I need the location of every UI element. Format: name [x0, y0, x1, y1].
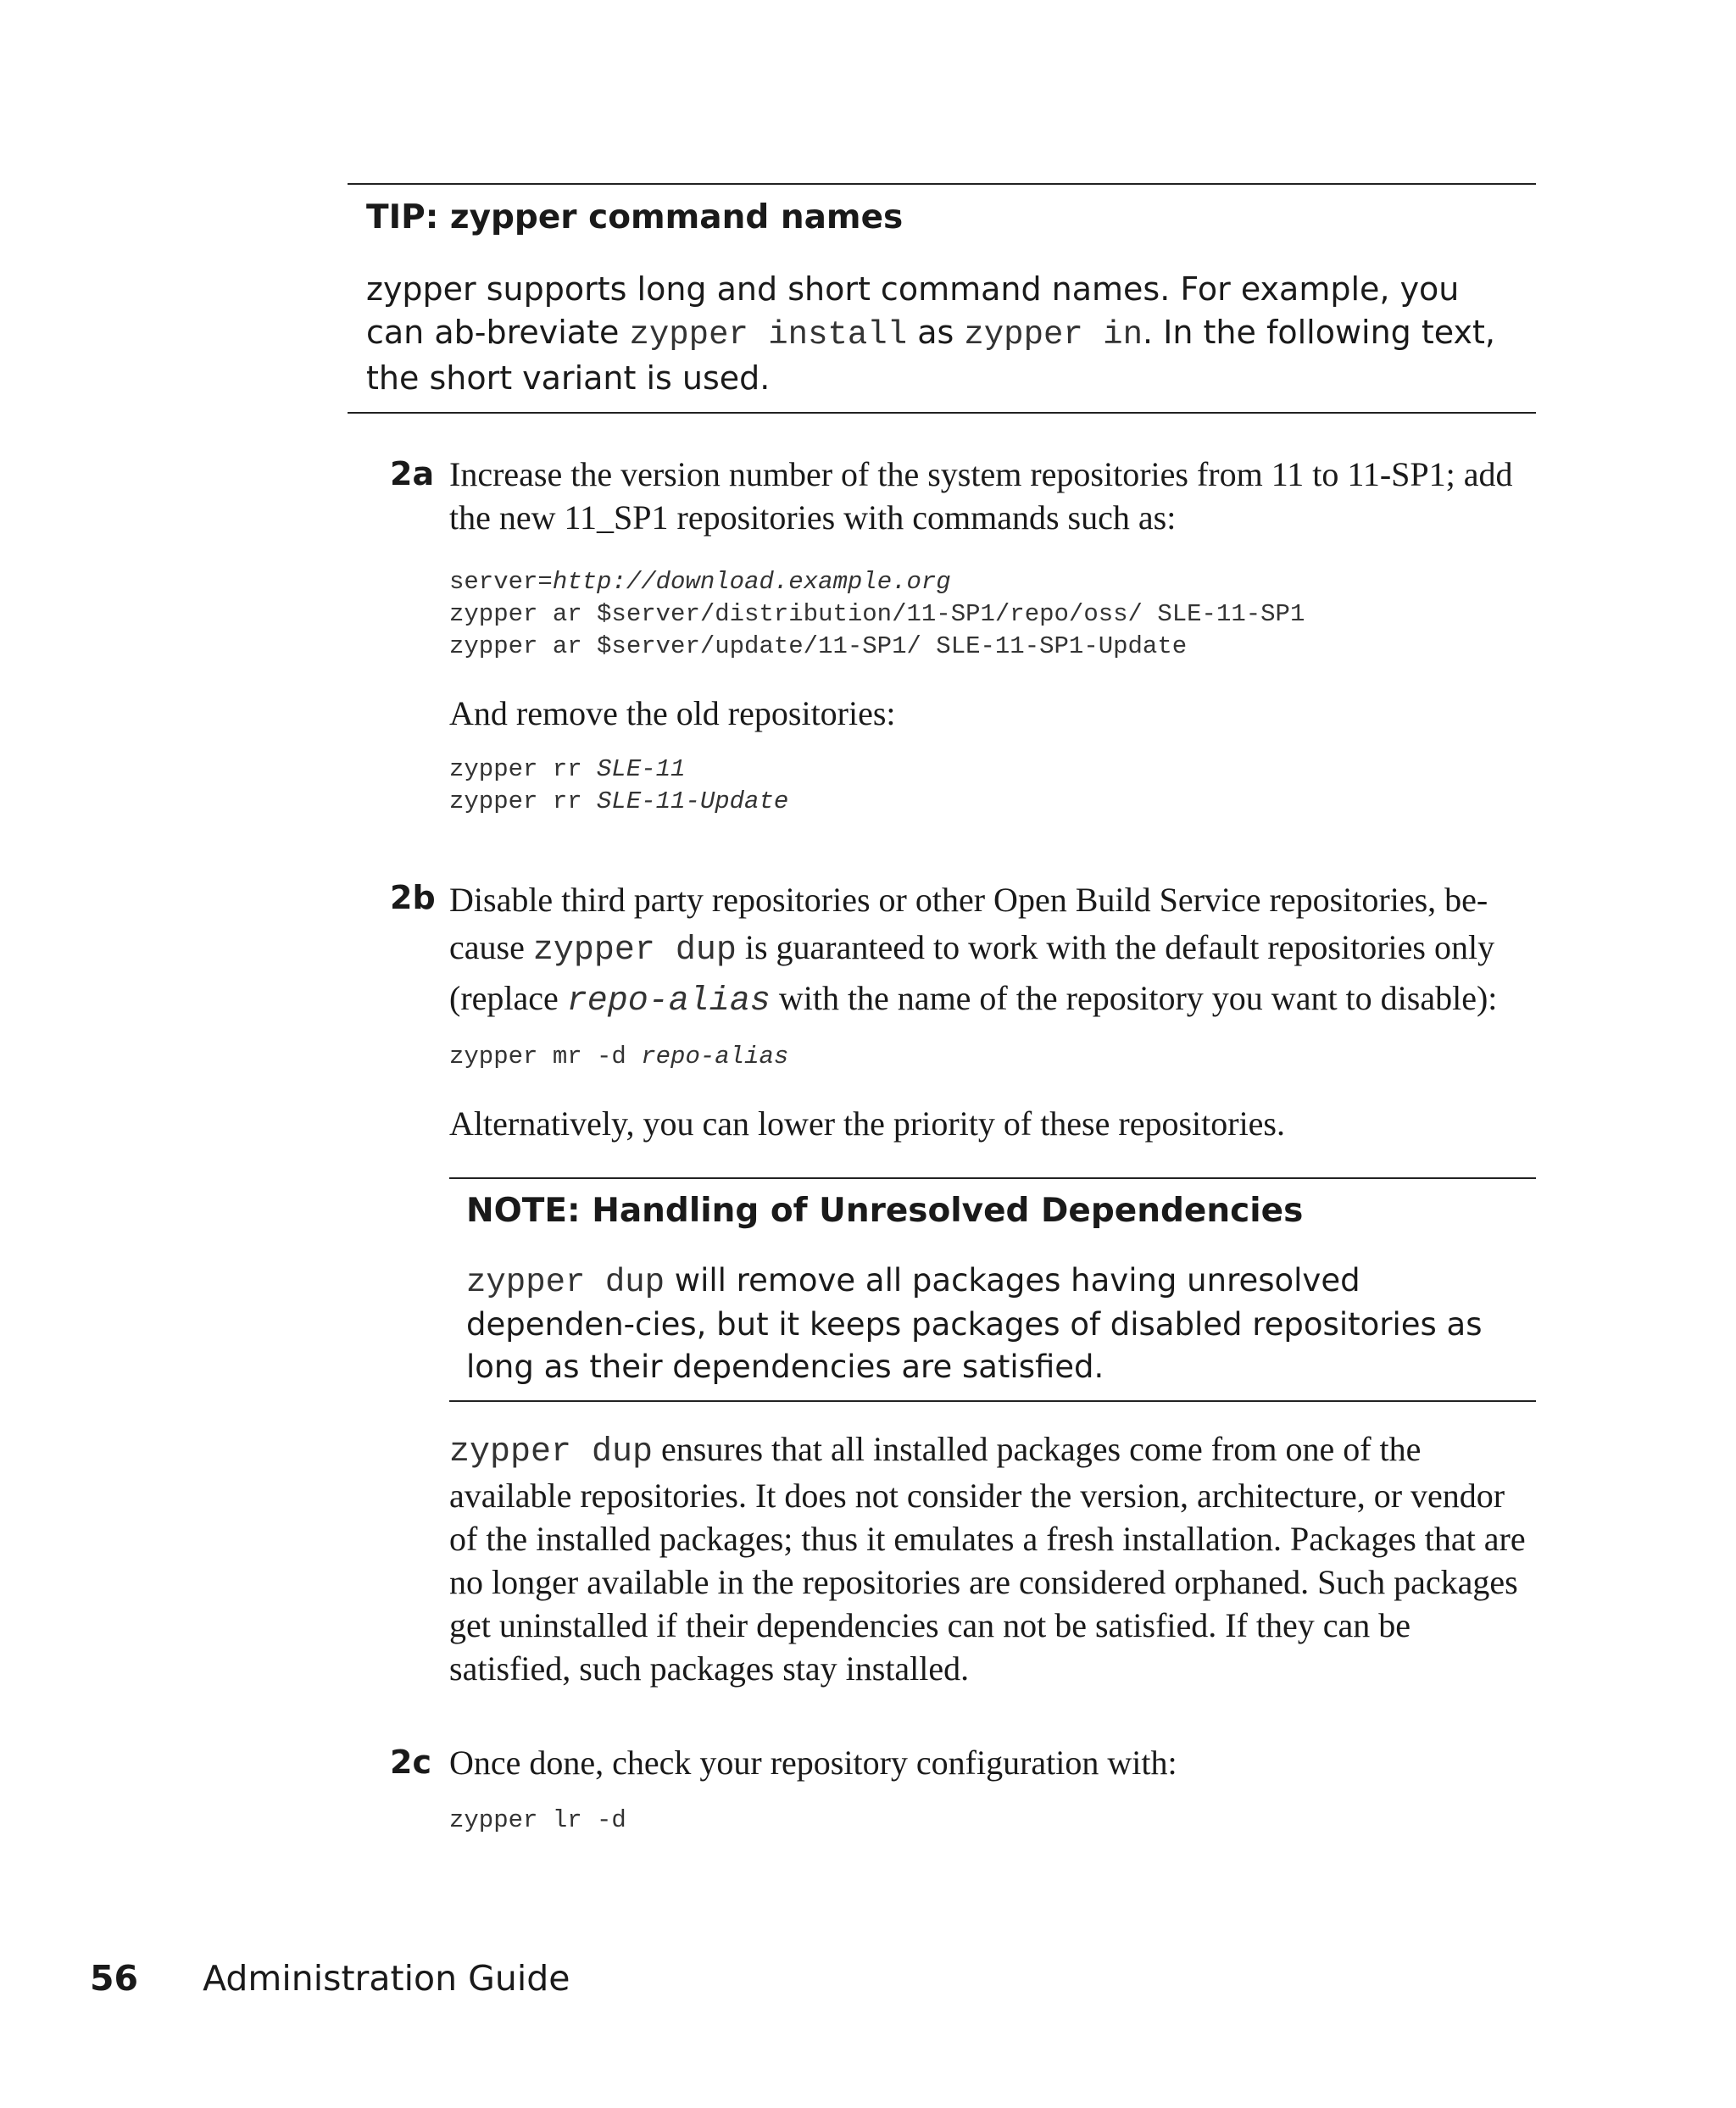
tip-text-3: . In the following text, the short variant is used.	[366, 313, 1495, 397]
alternative-text: Alternatively, you can lower the priority of these repositories.	[449, 1104, 1285, 1143]
server-url: http://download.example.org	[552, 568, 951, 596]
note-code-zypper-dup: zypper dup	[466, 1263, 665, 1301]
step-2a-text: Increase the version number of the system repositories from 11 to 11-SP1; add the new 11_SP1 repositories with commands such as:	[449, 455, 1513, 537]
step-number-2b: 2b	[390, 879, 436, 916]
tip-title: TIP: zypper command names	[366, 198, 904, 236]
code-repo-alias: repo-alias	[566, 982, 771, 1021]
note-title: NOTE: Handling of Unresolved Dependencies	[466, 1192, 1304, 1230]
zypper-dup-paragraph: zypper dup ensures that all installed packages come from one of the available repositories. It does not consider the version, architecture, or vendor of the installed packages; thus it emulates a fresh installation. Packages that are no longer available in the repositories are considered orphaned. Such packages get uninstalled if their dependencies can not be satisfied. If they can be satisfied, such packages stay installed.	[449, 1429, 1526, 1688]
tip-box	[348, 183, 1536, 414]
code-line-ar-update: zypper ar $server/update/11-SP1/ SLE-11-SP1-Update	[449, 632, 1188, 660]
step-2b-text: Disable third party repositories or other Open Build Service repositories, be-cause zypper dup is guaranteed to work with the default repositories only (replace repo-alias with the name of the repository you want to disable):	[449, 881, 1498, 1021]
step-2c-text: Once done, check your repository configuration with:	[449, 1744, 1177, 1782]
tip-text-1: zypper supports long and short command names. For example, you can ab-breviate	[366, 270, 1460, 351]
book-title: Administration Guide	[203, 1958, 570, 1999]
code-line-rr-2: zypper rr SLE-11-Update	[449, 787, 789, 815]
code-line-rr-1: zypper rr SLE-11	[449, 755, 686, 783]
para-code-zypper-dup: zypper dup	[449, 1432, 654, 1471]
step-number-2c: 2c	[390, 1744, 431, 1781]
page-number: 56	[90, 1958, 139, 1999]
code-block-repos-remove	[449, 754, 1536, 818]
code-line-lr: zypper lr -d	[449, 1806, 626, 1834]
note-body: zypper dup will remove all packages having unresolved dependen-cies, but it keeps packages of disabled repositories as long as their dependencies are satisfied.	[466, 1261, 1483, 1385]
tip-body	[348, 241, 1536, 412]
step-2a	[348, 453, 1536, 818]
step-2b	[348, 876, 1536, 1690]
code-zypper-dup: zypper dup	[532, 932, 737, 970]
code-line-mr: zypper mr -d repo-alias	[449, 1043, 789, 1071]
tip-code-in: zypper in	[964, 315, 1143, 353]
remove-repos-text: And remove the old repositories:	[449, 694, 896, 732]
step-number-2a: 2a	[390, 455, 435, 492]
code-line-server: server=http://download.example.org	[449, 568, 951, 596]
note-box	[449, 1177, 1536, 1402]
code-block-repos-add	[449, 566, 1536, 663]
code-line-ar-oss: zypper ar $server/distribution/11-SP1/repo/oss/ SLE-11-SP1	[449, 600, 1305, 628]
step-2c	[348, 1741, 1536, 1837]
tip-code-install: zypper install	[629, 315, 908, 353]
page-footer	[90, 1958, 570, 1999]
tip-text-2: as	[907, 313, 965, 351]
